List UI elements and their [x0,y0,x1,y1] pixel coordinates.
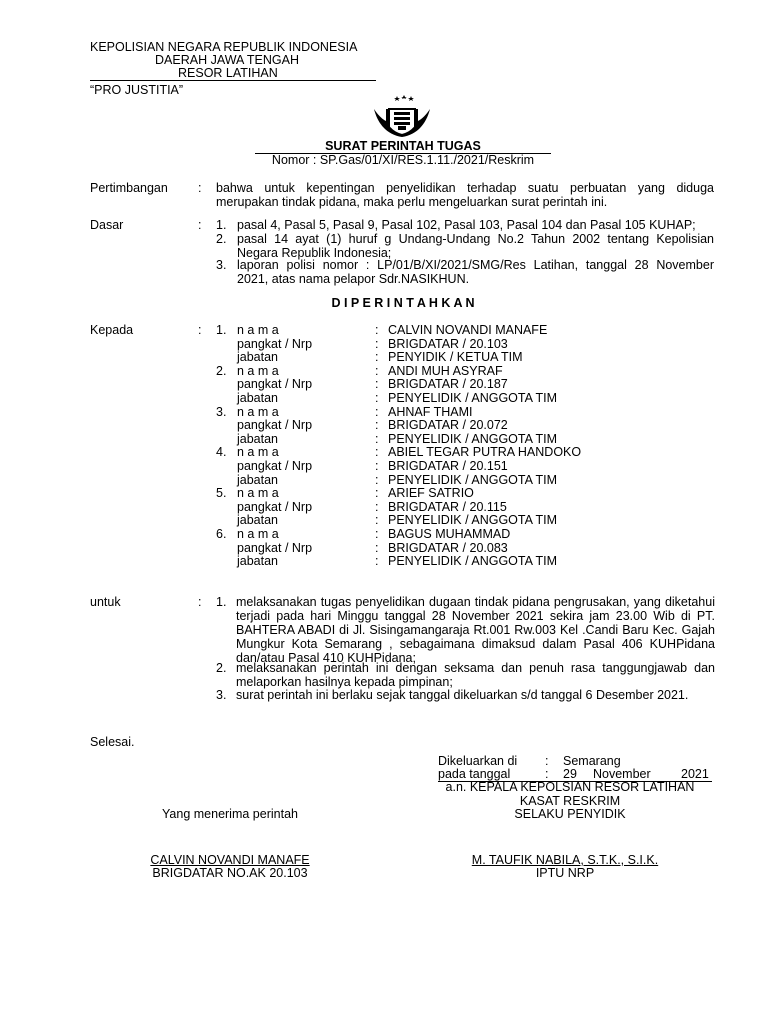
untuk-num: 3. [216,688,227,702]
member-field-label: jabatan [237,431,279,446]
member-field-colon: : [375,445,379,460]
member-jabatan: PENYIDIK / KETUA TIM [388,350,523,365]
closing-text: Selesai. [90,735,135,749]
member-nama: ARIEF SATRIO [388,486,474,501]
member-number: 3. [216,404,227,419]
region-name: DAERAH JAWA TENGAH [155,53,300,67]
untuk-label: untuk [90,595,121,609]
receiver-caption: Yang menerima perintah [162,807,298,821]
pertimbangan-colon: : [198,181,202,195]
untuk-num: 1. [216,595,227,609]
member-field-label: jabatan [237,350,279,365]
member-nama: AHNAF THAMI [388,404,473,419]
member-number: 5. [216,486,227,501]
member-field-colon: : [375,486,379,501]
issued-place-label: Dikeluarkan di [438,754,518,768]
resort-name: RESOR LATIHAN [178,66,278,80]
issued-date-day: 29 [563,767,577,781]
untuk-colon: : [198,595,202,609]
issued-place: Semarang [563,754,621,768]
member-pangkat: BRIGDATAR / 20.115 [388,499,507,514]
untuk-item: melaksanakan tugas penyelidikan dugaan tindak pidana pengrusakan, yang diketahui terjadi pada hari Minggu tanggal 28 November 2021 sekira jam 23.00 Wib di PT. BAHTERA ABADI di Jl. Sisingamangaraja Rt.001 Rw.003 Kel .Candi Baru Kec. Gajah Mungkur Kota Semarang , sebagaimana dimaksud dalam Pasal 406 KUHPidana dan/atau Pasal 410 KUHPidana; [236,595,715,665]
member-field-colon: : [375,459,379,473]
receiver-name: CALVIN NOVANDI MANAFE [150,853,310,867]
member-pangkat: BRIGDATAR / 20.151 [388,459,508,473]
member-field-label: pangkat / Nrp [237,377,313,392]
issued-date-year: 2021 [681,767,709,781]
member-field-label: n a m a [237,527,279,541]
kepada-colon: : [198,323,202,337]
dasar-num: 2. [216,232,227,246]
untuk-num: 2. [216,661,227,675]
member-field-colon: : [375,404,379,419]
issuer-role: SELAKU PENYIDIK [514,807,626,821]
dasar-colon: : [198,218,202,232]
issued-place-colon: : [545,754,549,768]
member-field-colon: : [375,554,379,569]
issuer-rank: IPTU NRP [535,866,595,880]
dasar-label: Dasar [90,218,124,232]
dasar-num: 1. [216,218,227,232]
dasar-item: pasal 14 ayat (1) huruf g Undang-Undang No.2 Tahun 2002 tentang Kepolisian Negara Republik Indonesia; [237,232,714,260]
police-emblem-icon [370,95,434,139]
member-nama: ABIEL TEGAR PUTRA HANDOKO [388,445,582,460]
dasar-item: laporan polisi nomor : LP/01/B/XI/2021/SMG/Res Latihan, tanggal 28 November 2021, atas nama pelapor Sdr.NASIKHUN. [237,258,714,286]
member-field-label: jabatan [237,554,279,569]
member-field-label: n a m a [237,363,279,378]
member-nama: BAGUS MUHAMMAD [388,527,511,541]
kepada-label: Kepada [90,323,134,337]
member-jabatan: PENYELIDIK / ANGGOTA TIM [388,472,558,487]
member-field-label: n a m a [237,404,279,419]
receiver-rank: BRIGDATAR NO.AK 20.103 [152,866,308,880]
untuk-item: surat perintah ini berlaku sejak tanggal dikeluarkan s/d tanggal 6 Desember 2021. [236,688,689,702]
member-jabatan: PENYELIDIK / ANGGOTA TIM [388,513,558,528]
pro-justitia: “PRO JUSTITIA” [90,83,184,97]
member-field-label: pangkat / Nrp [237,540,313,555]
member-field-colon: : [375,391,379,405]
member-field-label: jabatan [237,513,279,528]
member-number: 6. [216,527,227,541]
pertimbangan-label: Pertimbangan [90,181,168,195]
member-pangkat: BRIGDATAR / 20.103 [388,336,508,351]
document-number: Nomor : SP.Gas/01/XI/RES.1.11./2021/Reskrim [271,153,535,167]
member-field-colon: : [375,323,379,337]
member-field-colon: : [375,336,379,351]
member-jabatan: PENYELIDIK / ANGGOTA TIM [388,554,558,569]
issued-date-colon: : [545,767,549,781]
untuk-item: melaksanakan perintah ini dengan seksama dan penuh rasa tanggungjawab dan melaporkan hasilnya kepada pimpinan; [236,661,715,689]
member-field-label: pangkat / Nrp [237,499,313,514]
member-field-label: n a m a [237,323,279,337]
member-nama: CALVIN NOVANDI MANAFE [388,323,548,337]
member-field-colon: : [375,513,379,528]
member-number: 4. [216,445,227,460]
issuer-authority: a.n. KEPALA KEPOLSIAN RESOR LATIHAN [445,780,695,794]
member-field-colon: : [375,363,379,378]
member-field-label: jabatan [237,472,279,487]
member-field-label: n a m a [237,486,279,501]
member-pangkat: BRIGDATAR / 20.072 [388,418,508,433]
member-field-colon: : [375,540,379,555]
member-field-colon: : [375,472,379,487]
diperintahkan-heading: D I P E R I N T A H K A N [331,296,475,310]
member-field-colon: : [375,527,379,541]
issued-date-month: November [593,767,651,781]
member-number: 2. [216,363,227,378]
member-field-colon: : [375,418,379,433]
member-jabatan: PENYELIDIK / ANGGOTA TIM [388,431,558,446]
member-pangkat: BRIGDATAR / 20.083 [388,540,508,555]
member-field-label: jabatan [237,391,279,405]
issued-date-label: pada tanggal [438,767,511,781]
member-field-label: n a m a [237,445,279,460]
member-pangkat: BRIGDATAR / 20.187 [388,377,508,392]
institution-name: KEPOLISIAN NEGARA REPUBLIK INDONESIA [90,40,358,54]
dasar-item: pasal 4, Pasal 5, Pasal 9, Pasal 102, Pasal 103, Pasal 104 dan Pasal 105 KUHAP; [237,218,696,232]
member-field-label: pangkat / Nrp [237,418,313,433]
member-field-colon: : [375,499,379,514]
member-field-colon: : [375,350,379,365]
issuer-unit: KASAT RESKRIM [519,794,621,808]
member-field-label: pangkat / Nrp [237,336,313,351]
dasar-num: 3. [216,258,227,272]
member-field-label: pangkat / Nrp [237,459,313,473]
member-field-colon: : [375,431,379,446]
header-divider [90,80,376,81]
member-jabatan: PENYELIDIK / ANGGOTA TIM [388,391,558,405]
pertimbangan-text: bahwa untuk kepentingan penyelidikan terhadap suatu perbuatan yang diduga merupakan tindak pidana, maka perlu mengeluarkan surat perintah ini. [216,181,714,209]
member-number: 1. [216,323,227,337]
document-title: SURAT PERINTAH TUGAS [325,139,481,153]
issuer-name: M. TAUFIK NABILA, S.T.K., S.I.K. [471,853,659,867]
member-field-colon: : [375,377,379,392]
member-nama: ANDI MUH ASYRAF [388,363,503,378]
